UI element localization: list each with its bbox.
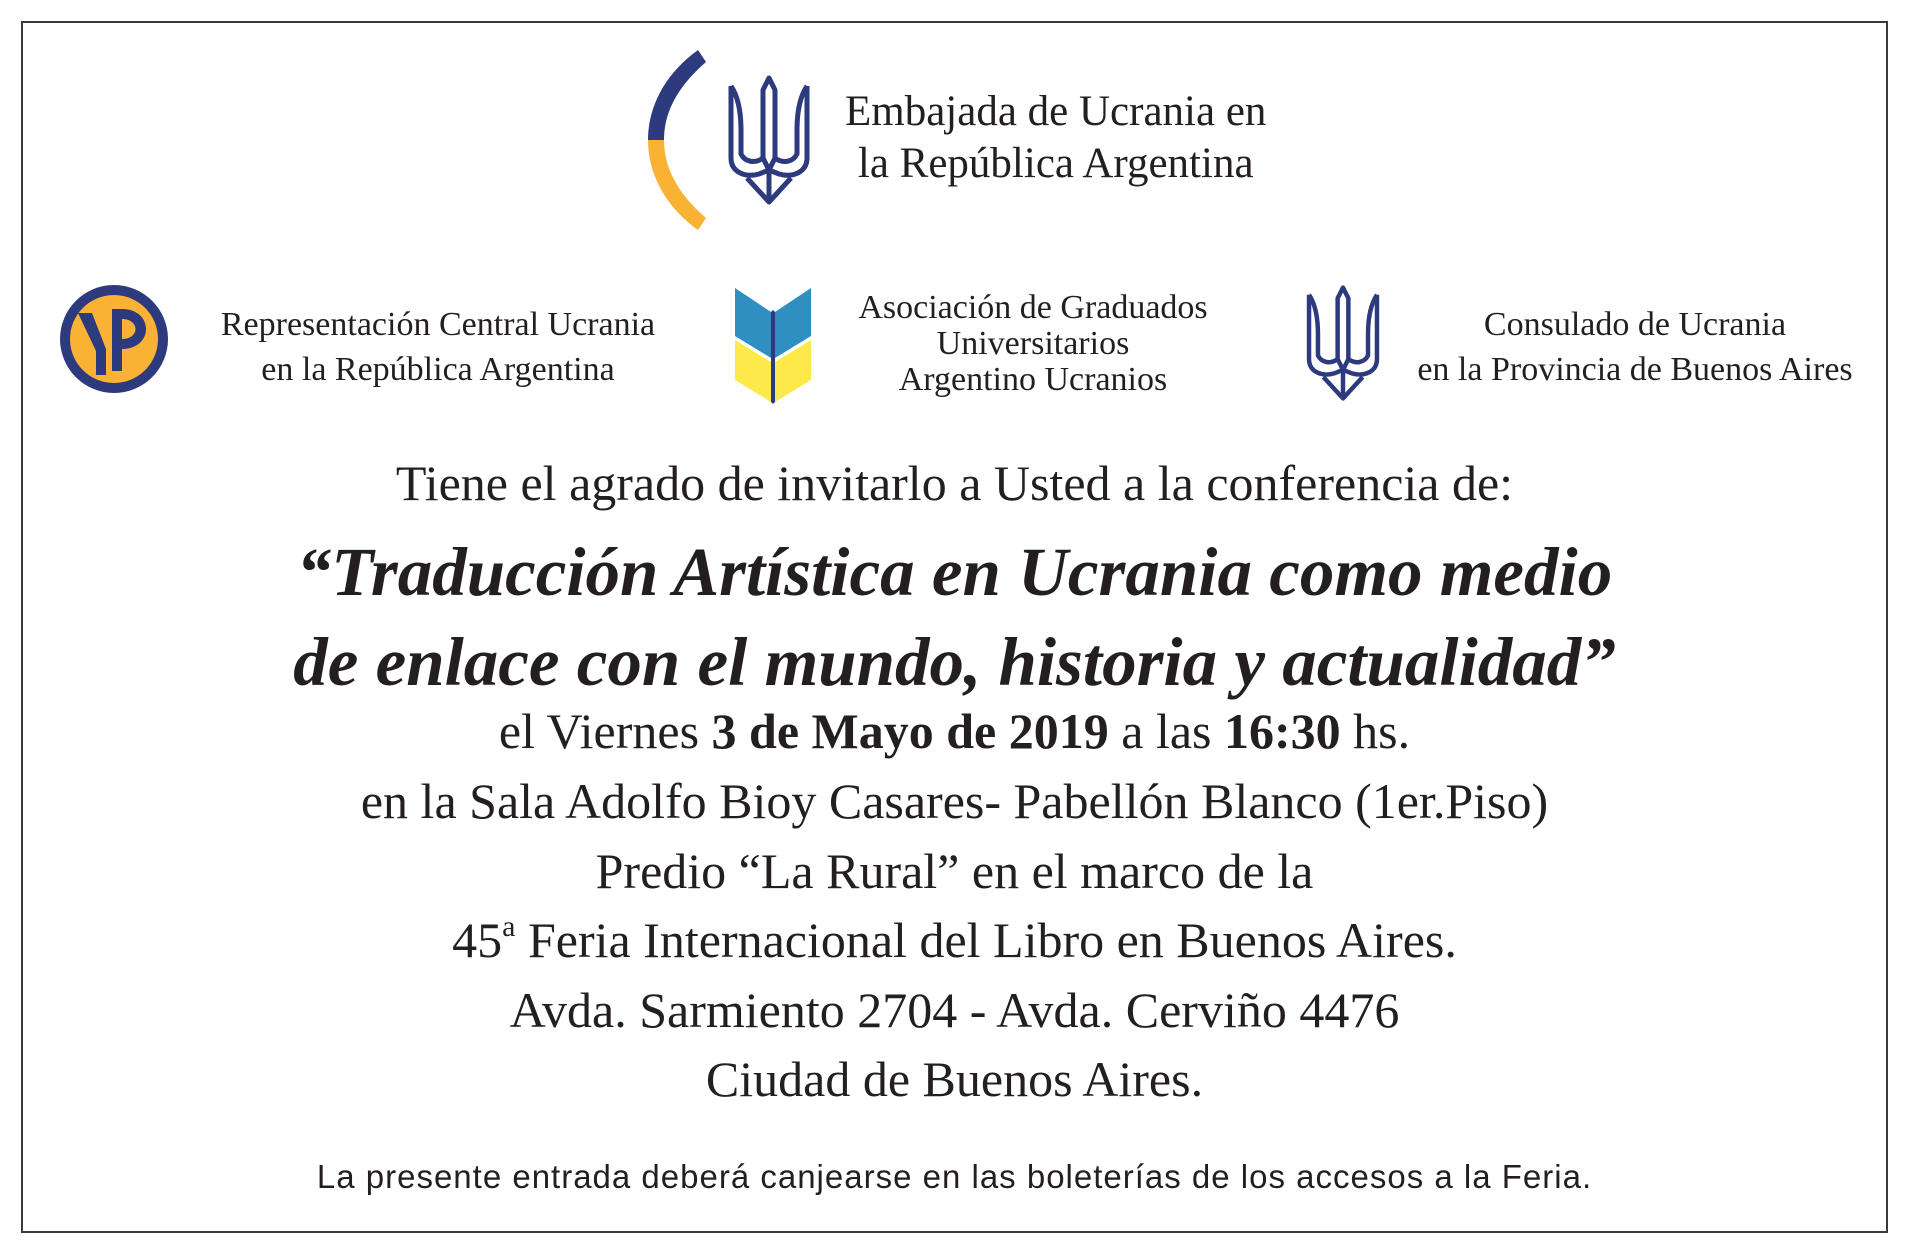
time-suffix: hs. (1340, 703, 1411, 759)
rcu-line-1: Representación Central Ucrania (220, 306, 656, 343)
agua-line-2: Universitarios (936, 325, 1130, 362)
invitation-intro: Tiene el agrado de invitarlo a Usted a la conferencia de: (395, 455, 1514, 511)
embassy-arc-logo (640, 46, 710, 234)
fair-title: Feria Internacional del Libro en Buenos Aires. (515, 912, 1457, 968)
consulado-line-2: en la Provincia de Buenos Aires (1417, 351, 1853, 388)
trident-icon (725, 74, 813, 206)
book-fair-name (21, 910, 1888, 970)
organization-agua (838, 290, 1228, 398)
organization-rcu (197, 302, 679, 392)
event-venue: en la Sala Adolfo Bioy Casares- Pabellón Blanco (1er.Piso) (360, 773, 1549, 829)
organization-consulado (1395, 302, 1875, 392)
agua-line-3: Argentino Ucranios (898, 361, 1168, 398)
rcu-emblem-logo (58, 283, 170, 395)
ticket-exchange-note: La presente entrada deberá canjearse en las boleterías de los accesos a la Feria. (316, 1158, 1593, 1195)
rcu-line-2: en la República Argentina (261, 351, 615, 388)
fair-number: 45 (452, 912, 503, 968)
trident-icon (1303, 284, 1383, 402)
embassy-line-2: la República Argentina (857, 140, 1254, 187)
conference-title (21, 527, 1888, 707)
book-logo (733, 286, 813, 404)
event-city: Ciudad de Buenos Aires. (705, 1051, 1204, 1107)
embassy-name (845, 86, 1266, 190)
agua-line-1: Asociación de Graduados (858, 289, 1208, 326)
conference-title-line-2: de enlace con el mundo, historia y actualidad” (293, 624, 1616, 700)
conference-title-line-1: “Traducción Artística en Ucrania como medio (296, 534, 1613, 610)
embassy-line-1: Embajada de Ucrania en (845, 88, 1267, 135)
event-place: Predio “La Rural” en el marco de la (595, 843, 1314, 899)
date-prefix: el Viernes (498, 703, 712, 759)
consulado-line-1: Consulado de Ucrania (1483, 306, 1787, 343)
event-date-line (21, 701, 1888, 761)
event-date: 3 de Mayo de 2019 (711, 703, 1109, 759)
time-prefix: a las (1108, 703, 1224, 759)
event-address: Avda. Sarmiento 2704 - Avda. Cerviño 4476 (509, 982, 1400, 1038)
event-time: 16:30 (1223, 703, 1341, 759)
fair-ordinal: a (502, 910, 516, 943)
